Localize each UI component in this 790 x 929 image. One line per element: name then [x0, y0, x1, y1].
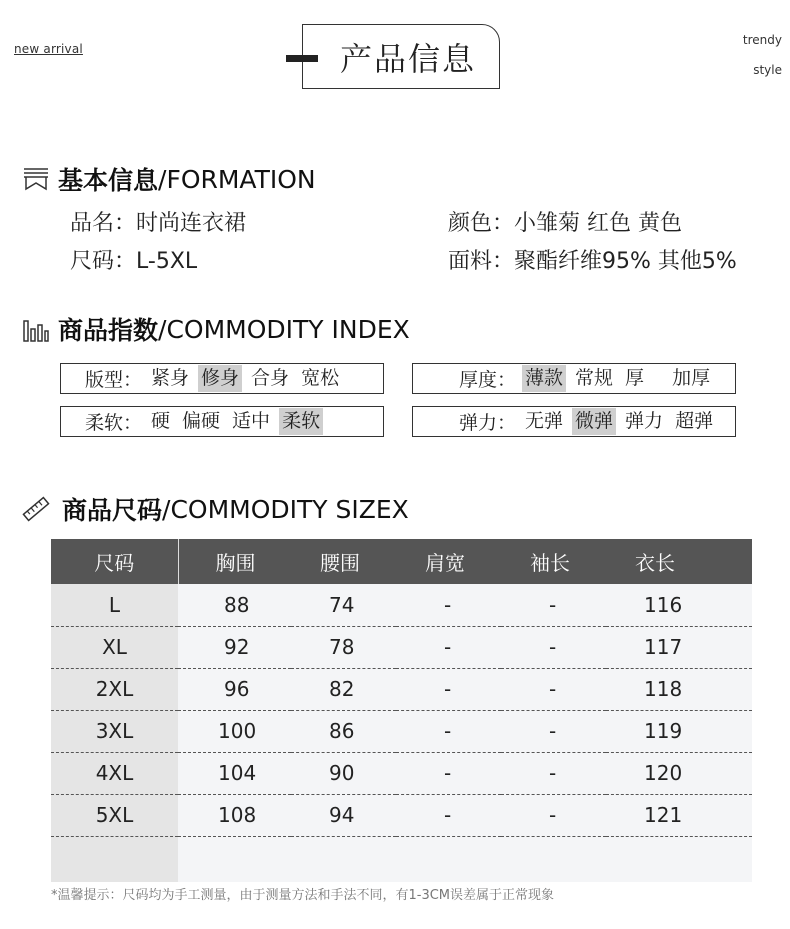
table-row-empty [51, 836, 752, 882]
chest-cell: 108 [178, 794, 291, 836]
product-name: 品名：时尚连衣裙 [70, 211, 247, 236]
table-row [51, 668, 752, 710]
style-label: style [753, 63, 782, 77]
table-row [51, 584, 752, 626]
shoulder-cell: - [396, 668, 501, 710]
size-table [51, 539, 752, 882]
index-fit: 版型： 紧身 修身 合身 宽松 [60, 363, 384, 394]
selected-option: 薄款 [522, 365, 566, 392]
size-cell: L [51, 584, 178, 626]
sleeve-cell: - [501, 584, 606, 626]
shoulder-cell: - [396, 794, 501, 836]
bar-chart-icon [22, 315, 50, 343]
shoulder-cell: - [396, 626, 501, 668]
column-header: 腰围 [291, 539, 396, 584]
selected-option: 柔软 [279, 408, 323, 435]
tag-icon [22, 165, 50, 193]
length-cell: 121 [606, 794, 752, 836]
size-cell: 3XL [51, 710, 178, 752]
table-header-row [51, 539, 752, 584]
index-elasticity: 弹力： 无弹 微弹 弹力 超弹 [412, 406, 736, 437]
table-row [51, 752, 752, 794]
column-header: 胸围 [178, 539, 291, 584]
waist-cell: 94 [291, 794, 396, 836]
column-header: 尺码 [51, 539, 178, 584]
waist-cell: 82 [291, 668, 396, 710]
column-header: 肩宽 [396, 539, 501, 584]
chest-cell: 92 [178, 626, 291, 668]
waist-cell: 86 [291, 710, 396, 752]
size-cell: 2XL [51, 668, 178, 710]
shoulder-cell: - [396, 584, 501, 626]
measurement-note: *温馨提示：尺码均为手工测量，由于测量方法和手法不同，有1-3CM误差属于正常现象 [51, 888, 555, 903]
product-size-range: 尺码：L-5XL [70, 249, 198, 274]
new-arrival-label: new arrival [14, 42, 83, 56]
table-row [51, 626, 752, 668]
title-dash-decoration [286, 55, 318, 62]
product-info-title-box [302, 24, 500, 89]
index-thickness: 厚度： 薄款 常规 厚 加厚 [412, 363, 736, 394]
selected-option: 修身 [198, 365, 242, 392]
waist-cell: 78 [291, 626, 396, 668]
chest-cell: 104 [178, 752, 291, 794]
commodity-index-heading: 商品指数 /COMMODITY INDEX [22, 311, 410, 347]
ruler-icon [22, 495, 50, 523]
length-cell: 120 [606, 752, 752, 794]
waist-cell: 90 [291, 752, 396, 794]
size-cell: XL [51, 626, 178, 668]
size-cell: 4XL [51, 752, 178, 794]
table-row [51, 710, 752, 752]
sleeve-cell: - [501, 668, 606, 710]
chest-cell: 100 [178, 710, 291, 752]
sleeve-cell: - [501, 710, 606, 752]
trendy-label: trendy [742, 33, 782, 47]
length-cell: 118 [606, 668, 752, 710]
commodity-size-heading: 商品尺码 /COMMODITY SIZEX [22, 491, 409, 527]
sleeve-cell: - [501, 626, 606, 668]
length-cell: 119 [606, 710, 752, 752]
product-color: 颜色：小雏菊 红色 黄色 [448, 211, 683, 236]
length-cell: 117 [606, 626, 752, 668]
size-cell: 5XL [51, 794, 178, 836]
page-title: 产品信息 [339, 39, 476, 78]
shoulder-cell: - [396, 752, 501, 794]
column-header: 衣长 [606, 539, 752, 584]
shoulder-cell: - [396, 710, 501, 752]
sleeve-cell: - [501, 794, 606, 836]
chest-cell: 96 [178, 668, 291, 710]
chest-cell: 88 [178, 584, 291, 626]
index-softness: 柔软： 硬 偏硬 适中 柔软 [60, 406, 384, 437]
basic-info-heading: 基本信息 /FORMATION [22, 161, 316, 197]
length-cell: 116 [606, 584, 752, 626]
selected-option: 微弹 [572, 408, 616, 435]
column-header: 袖长 [501, 539, 606, 584]
product-fabric: 面料：聚酯纤维95% 其他5% [448, 249, 737, 274]
table-row [51, 794, 752, 836]
sleeve-cell: - [501, 752, 606, 794]
waist-cell: 74 [291, 584, 396, 626]
